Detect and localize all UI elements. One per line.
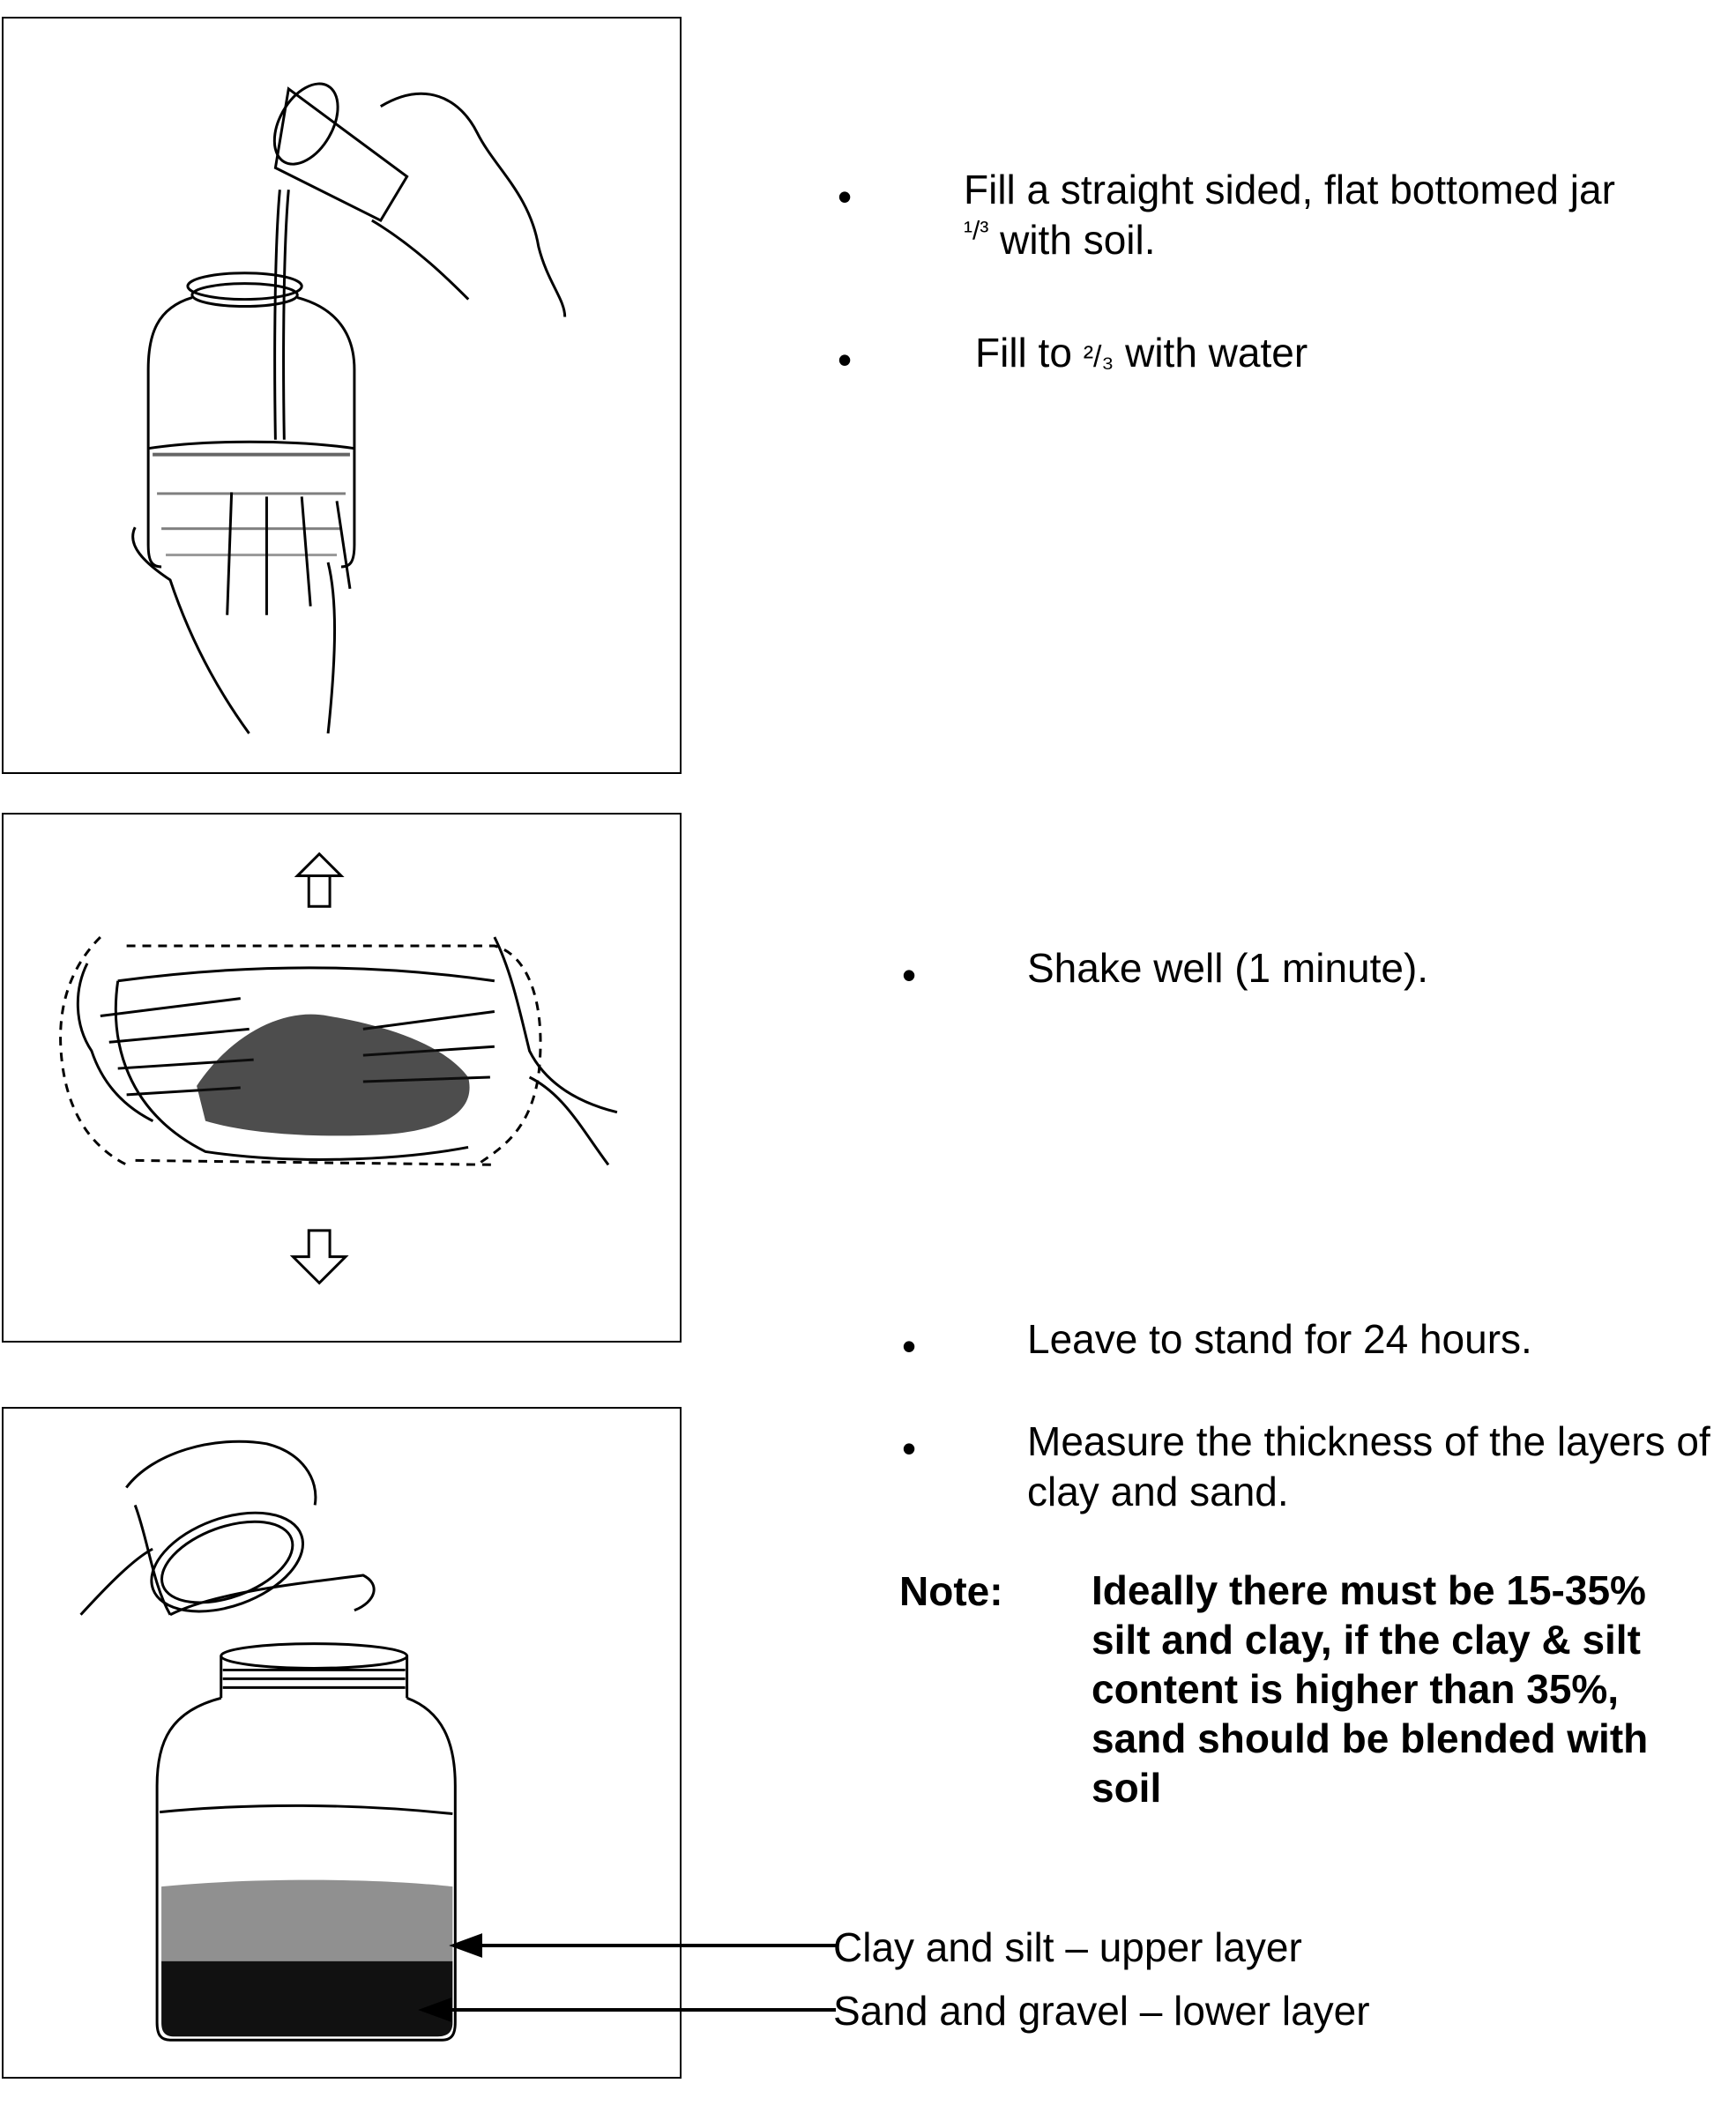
step-shake: Shake well (1 minute). [1027, 945, 1429, 991]
note-label: Note: [899, 1568, 1003, 1614]
step-fill-soil-text-after: with soil. [988, 217, 1156, 263]
step-fill-water-text-after: with water [1114, 330, 1308, 376]
pour-water-drawing [4, 19, 680, 772]
label-lower-layer: Sand and gravel – lower layer [833, 1988, 1370, 2034]
step-fill-soil-fraction: ¹/³ [964, 216, 989, 246]
shake-jar-drawing [4, 815, 680, 1341]
step-measure: Measure the thickness of the layers of clay and sand. [1027, 1418, 1710, 1514]
illustration-settled-jar [2, 1407, 682, 2079]
step-fill-soil-text: Fill a straight sided, flat bottomed jar [964, 167, 1615, 212]
step-fill-water-text: Fill to [975, 330, 1084, 376]
bullet-1: • [838, 174, 853, 219]
bullet-2: • [838, 337, 853, 383]
step-fill-water-fraction: ²/₃ [1083, 340, 1114, 374]
bullet-4: • [902, 1323, 917, 1369]
step-fill-water [975, 328, 1680, 383]
label-upper-layer: Clay and silt – upper layer [833, 1924, 1302, 1970]
settled-jar-drawing [4, 1409, 680, 2077]
step-fill-soil [964, 165, 1687, 265]
step-leave: Leave to stand for 24 hours. [1027, 1316, 1532, 1362]
bullet-3: • [902, 952, 917, 998]
illustration-shake-jar [2, 813, 682, 1343]
illustration-pour-water [2, 17, 682, 774]
note-text: Ideally there must be 15-35% silt and clay, if the clay & silt content is higher than 35%, sand should be blended with soil [1092, 1567, 1649, 1811]
bullet-5: • [902, 1425, 917, 1471]
